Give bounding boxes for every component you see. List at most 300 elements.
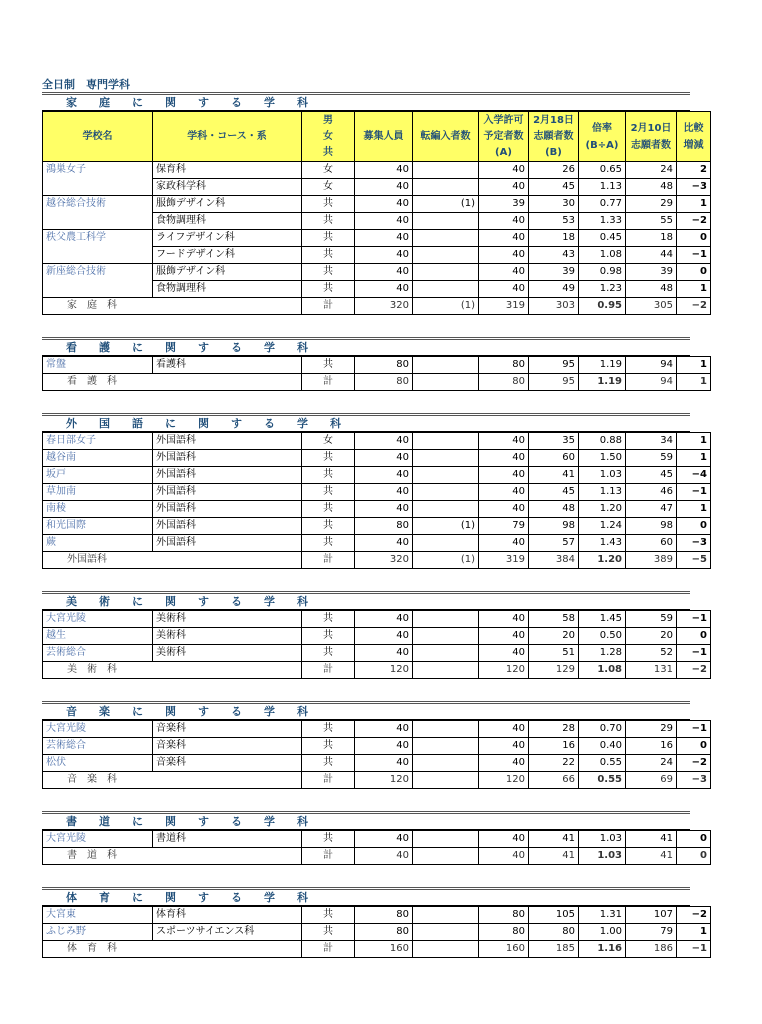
total-label: 美 術 科 [43, 662, 302, 679]
header-row [43, 112, 711, 162]
total-row [43, 662, 711, 679]
table-row [43, 501, 711, 518]
cell-course: ライフデザイン科 [153, 230, 302, 247]
cell-recruit: 40 [355, 645, 413, 662]
cell-school: 芸術総合 [43, 645, 153, 662]
cell-school [43, 179, 153, 196]
cell-recruit: 40 [355, 450, 413, 467]
cell-admit: 40 [479, 535, 529, 552]
cell-recruit: 40 [355, 738, 413, 755]
cell-diff: 0 [677, 738, 711, 755]
cell-admit: 80 [479, 924, 529, 941]
header-line: 入学許可 [483, 114, 524, 126]
section-gap [42, 679, 690, 701]
cell-admit: 40 [479, 433, 529, 450]
cell-apply: 30 [529, 196, 579, 213]
total-row [43, 374, 711, 391]
cell-transfer: (1) [413, 196, 479, 213]
cell-admit: 40 [479, 281, 529, 298]
total-ratio: 1.20 [579, 552, 626, 569]
data-table [42, 111, 711, 315]
data-table [42, 432, 711, 569]
total-row [43, 298, 711, 315]
cell-recruit: 40 [355, 264, 413, 281]
total-admit: 40 [479, 848, 529, 865]
total-diff: 1 [677, 374, 711, 391]
cell-recruit: 40 [355, 628, 413, 645]
cell-transfer: (1) [413, 518, 479, 535]
header-admit [479, 112, 529, 162]
cell-recruit: 80 [355, 357, 413, 374]
table-row [43, 281, 711, 298]
cell-prev: 94 [626, 357, 677, 374]
cell-admit: 40 [479, 264, 529, 281]
document-root [42, 78, 707, 958]
table-row [43, 357, 711, 374]
data-table [42, 356, 711, 391]
cell-ratio: 1.03 [579, 831, 626, 848]
cell-ratio: 1.28 [579, 645, 626, 662]
cell-transfer [413, 831, 479, 848]
header-course: 学科・コース・系 [153, 112, 302, 162]
cell-apply: 41 [529, 831, 579, 848]
cell-admit: 40 [479, 230, 529, 247]
cell-prev: 46 [626, 484, 677, 501]
cell-apply: 45 [529, 179, 579, 196]
cell-recruit: 40 [355, 721, 413, 738]
total-gender: 計 [302, 552, 355, 569]
cell-apply: 49 [529, 281, 579, 298]
cell-transfer [413, 450, 479, 467]
cell-diff: −4 [677, 467, 711, 484]
cell-diff: −2 [677, 907, 711, 924]
header-line: (A) [495, 146, 512, 158]
cell-school: 草加南 [43, 484, 153, 501]
cell-course: 外国語科 [153, 467, 302, 484]
cell-gender: 共 [302, 628, 355, 645]
table-row [43, 484, 711, 501]
section-gap [42, 789, 690, 811]
cell-gender: 女 [302, 433, 355, 450]
table-row [43, 738, 711, 755]
header-line: 共 [323, 146, 333, 158]
cell-prev: 98 [626, 518, 677, 535]
cell-gender: 共 [302, 196, 355, 213]
cell-prev: 48 [626, 281, 677, 298]
header-school: 学校名 [43, 112, 153, 162]
cell-course: 音楽科 [153, 755, 302, 772]
cell-ratio: 0.70 [579, 721, 626, 738]
cell-diff: 2 [677, 162, 711, 179]
cell-apply: 45 [529, 484, 579, 501]
cell-school: 坂戸 [43, 467, 153, 484]
cell-prev: 16 [626, 738, 677, 755]
cell-course: 保育科 [153, 162, 302, 179]
total-ratio: 1.16 [579, 941, 626, 958]
cell-apply: 105 [529, 907, 579, 924]
header-line: 男 [323, 114, 333, 126]
cell-recruit: 40 [355, 196, 413, 213]
cell-recruit: 40 [355, 162, 413, 179]
cell-transfer [413, 628, 479, 645]
cell-recruit: 40 [355, 433, 413, 450]
total-ratio: 1.03 [579, 848, 626, 865]
total-recruit: 120 [355, 662, 413, 679]
cell-admit: 40 [479, 645, 529, 662]
cell-prev: 47 [626, 501, 677, 518]
cell-admit: 40 [479, 450, 529, 467]
total-diff: −2 [677, 298, 711, 315]
cell-transfer [413, 230, 479, 247]
cell-school: 大宮東 [43, 907, 153, 924]
total-transfer: (1) [413, 552, 479, 569]
cell-transfer [413, 924, 479, 941]
cell-apply: 22 [529, 755, 579, 772]
cell-prev: 52 [626, 645, 677, 662]
cell-ratio: 1.43 [579, 535, 626, 552]
cell-admit: 40 [479, 501, 529, 518]
cell-gender: 共 [302, 247, 355, 264]
cell-school: 南稜 [43, 501, 153, 518]
table-row [43, 196, 711, 213]
total-prev: 186 [626, 941, 677, 958]
cell-gender: 共 [302, 645, 355, 662]
cell-prev: 45 [626, 467, 677, 484]
cell-transfer [413, 907, 479, 924]
total-label: 書 道 科 [43, 848, 302, 865]
category-section [42, 679, 707, 789]
cell-ratio: 0.65 [579, 162, 626, 179]
header-line: 志願者数 [533, 130, 574, 142]
cell-apply: 80 [529, 924, 579, 941]
cell-gender: 共 [302, 535, 355, 552]
cell-gender: 女 [302, 179, 355, 196]
total-row [43, 552, 711, 569]
cell-apply: 58 [529, 611, 579, 628]
cell-recruit: 80 [355, 518, 413, 535]
cell-admit: 80 [479, 907, 529, 924]
total-diff: −1 [677, 941, 711, 958]
cell-transfer [413, 247, 479, 264]
total-transfer [413, 941, 479, 958]
total-prev: 69 [626, 772, 677, 789]
header-line: 女 [323, 130, 333, 142]
section-gap [42, 569, 690, 591]
table-row [43, 179, 711, 196]
cell-course: 服飾デザイン科 [153, 196, 302, 213]
category-section [42, 789, 707, 865]
cell-admit: 40 [479, 831, 529, 848]
cell-transfer [413, 433, 479, 450]
cell-prev: 34 [626, 433, 677, 450]
cell-prev: 41 [626, 831, 677, 848]
cell-prev: 60 [626, 535, 677, 552]
cell-gender: 共 [302, 281, 355, 298]
cell-ratio: 1.20 [579, 501, 626, 518]
cell-course: 看護科 [153, 357, 302, 374]
cell-ratio: 0.50 [579, 628, 626, 645]
total-apply: 384 [529, 552, 579, 569]
cell-school: 越生 [43, 628, 153, 645]
cell-transfer [413, 467, 479, 484]
cell-ratio: 1.31 [579, 907, 626, 924]
table-row [43, 518, 711, 535]
total-transfer [413, 848, 479, 865]
category-title: 家 庭 に 関 す る 学 科 [42, 92, 690, 111]
cell-gender: 共 [302, 721, 355, 738]
cell-prev: 59 [626, 611, 677, 628]
cell-ratio: 0.40 [579, 738, 626, 755]
cell-apply: 35 [529, 433, 579, 450]
cell-gender: 共 [302, 264, 355, 281]
total-transfer [413, 772, 479, 789]
table-row [43, 467, 711, 484]
table-row [43, 907, 711, 924]
cell-school: 松伏 [43, 755, 153, 772]
cell-gender: 共 [302, 611, 355, 628]
sections-container [42, 92, 707, 958]
cell-course: 外国語科 [153, 501, 302, 518]
cell-recruit: 80 [355, 907, 413, 924]
cell-diff: −1 [677, 645, 711, 662]
cell-school [43, 281, 153, 298]
category-section [42, 92, 707, 315]
total-recruit: 320 [355, 552, 413, 569]
cell-course: 服飾デザイン科 [153, 264, 302, 281]
cell-gender: 共 [302, 230, 355, 247]
cell-diff: 1 [677, 433, 711, 450]
cell-transfer [413, 755, 479, 772]
header-line: 増減 [683, 139, 704, 151]
cell-recruit: 40 [355, 535, 413, 552]
total-prev: 131 [626, 662, 677, 679]
total-admit: 319 [479, 552, 529, 569]
header-line: 予定者数 [483, 130, 524, 142]
header-feb10 [626, 112, 677, 162]
cell-recruit: 40 [355, 230, 413, 247]
cell-ratio: 1.08 [579, 247, 626, 264]
total-label: 外国語科 [43, 552, 302, 569]
total-gender: 計 [302, 298, 355, 315]
cell-prev: 79 [626, 924, 677, 941]
cell-recruit: 40 [355, 484, 413, 501]
cell-apply: 48 [529, 501, 579, 518]
cell-school [43, 247, 153, 264]
category-section [42, 315, 707, 391]
cell-diff: −3 [677, 535, 711, 552]
cell-transfer [413, 264, 479, 281]
cell-ratio: 1.00 [579, 924, 626, 941]
cell-apply: 53 [529, 213, 579, 230]
cell-diff: 0 [677, 518, 711, 535]
total-row [43, 941, 711, 958]
total-recruit: 120 [355, 772, 413, 789]
cell-admit: 40 [479, 213, 529, 230]
header-line: (B÷A) [585, 139, 619, 151]
cell-admit: 40 [479, 755, 529, 772]
table-row [43, 162, 711, 179]
table-row [43, 831, 711, 848]
cell-school: 越谷南 [43, 450, 153, 467]
total-prev: 305 [626, 298, 677, 315]
cell-transfer [413, 357, 479, 374]
cell-recruit: 40 [355, 501, 413, 518]
category-title: 体 育 に 関 す る 学 科 [42, 887, 690, 906]
cell-diff: −2 [677, 755, 711, 772]
cell-prev: 107 [626, 907, 677, 924]
cell-school: 新座総合技術 [43, 264, 153, 281]
cell-diff: 1 [677, 281, 711, 298]
category-title: 美 術 に 関 す る 学 科 [42, 591, 690, 610]
total-row [43, 772, 711, 789]
cell-prev: 55 [626, 213, 677, 230]
data-table [42, 906, 711, 958]
cell-diff: −1 [677, 484, 711, 501]
total-apply: 129 [529, 662, 579, 679]
cell-ratio: 1.24 [579, 518, 626, 535]
total-diff: −3 [677, 772, 711, 789]
data-table [42, 610, 711, 679]
total-apply: 95 [529, 374, 579, 391]
total-recruit: 160 [355, 941, 413, 958]
header-gender [302, 112, 355, 162]
cell-ratio: 1.45 [579, 611, 626, 628]
total-label: 看 護 科 [43, 374, 302, 391]
cell-gender: 共 [302, 907, 355, 924]
cell-gender: 共 [302, 484, 355, 501]
cell-recruit: 40 [355, 247, 413, 264]
cell-course: 外国語科 [153, 535, 302, 552]
cell-recruit: 40 [355, 611, 413, 628]
total-apply: 41 [529, 848, 579, 865]
cell-school: 蕨 [43, 535, 153, 552]
cell-admit: 40 [479, 738, 529, 755]
cell-ratio: 1.13 [579, 484, 626, 501]
header-transfer: 転編入者数 [413, 112, 479, 162]
total-admit: 120 [479, 662, 529, 679]
cell-transfer [413, 281, 479, 298]
cell-admit: 40 [479, 179, 529, 196]
cell-apply: 16 [529, 738, 579, 755]
total-diff: −2 [677, 662, 711, 679]
cell-school: ふじみ野 [43, 924, 153, 941]
cell-ratio: 1.13 [579, 179, 626, 196]
cell-school: 芸術総合 [43, 738, 153, 755]
total-gender: 計 [302, 772, 355, 789]
category-title: 書 道 に 関 す る 学 科 [42, 811, 690, 830]
cell-recruit: 80 [355, 924, 413, 941]
cell-gender: 共 [302, 738, 355, 755]
cell-admit: 40 [479, 611, 529, 628]
cell-ratio: 0.77 [579, 196, 626, 213]
header-line: 志願者数 [631, 139, 671, 151]
cell-prev: 44 [626, 247, 677, 264]
cell-prev: 24 [626, 755, 677, 772]
cell-admit: 40 [479, 628, 529, 645]
cell-transfer [413, 213, 479, 230]
cell-prev: 29 [626, 196, 677, 213]
cell-gender: 共 [302, 518, 355, 535]
cell-school: 大宮光陵 [43, 611, 153, 628]
header-line: 倍率 [592, 122, 612, 134]
total-ratio: 0.95 [579, 298, 626, 315]
category-section [42, 865, 707, 958]
cell-transfer [413, 484, 479, 501]
total-gender: 計 [302, 374, 355, 391]
cell-gender: 共 [302, 755, 355, 772]
cell-diff: 1 [677, 196, 711, 213]
cell-prev: 29 [626, 721, 677, 738]
cell-school [43, 213, 153, 230]
cell-admit: 40 [479, 721, 529, 738]
total-prev: 389 [626, 552, 677, 569]
cell-diff: −3 [677, 179, 711, 196]
cell-diff: 0 [677, 628, 711, 645]
total-ratio: 1.19 [579, 374, 626, 391]
cell-ratio: 0.45 [579, 230, 626, 247]
cell-recruit: 40 [355, 467, 413, 484]
table-row [43, 213, 711, 230]
header-diff [677, 112, 711, 162]
cell-admit: 80 [479, 357, 529, 374]
header-feb18 [529, 112, 579, 162]
table-row [43, 535, 711, 552]
total-apply: 66 [529, 772, 579, 789]
cell-diff: 0 [677, 264, 711, 281]
cell-recruit: 40 [355, 179, 413, 196]
total-ratio: 1.08 [579, 662, 626, 679]
cell-recruit: 40 [355, 213, 413, 230]
cell-course: 美術科 [153, 628, 302, 645]
cell-school: 越谷総合技術 [43, 196, 153, 213]
cell-diff: −2 [677, 213, 711, 230]
cell-course: 外国語科 [153, 518, 302, 535]
cell-admit: 40 [479, 162, 529, 179]
table-row [43, 450, 711, 467]
total-admit: 319 [479, 298, 529, 315]
table-row [43, 721, 711, 738]
cell-apply: 51 [529, 645, 579, 662]
cell-apply: 43 [529, 247, 579, 264]
table-row [43, 645, 711, 662]
cell-school: 秩父農工科学 [43, 230, 153, 247]
total-diff: 0 [677, 848, 711, 865]
cell-admit: 40 [479, 484, 529, 501]
cell-ratio: 0.88 [579, 433, 626, 450]
cell-gender: 共 [302, 501, 355, 518]
cell-diff: 1 [677, 924, 711, 941]
cell-apply: 39 [529, 264, 579, 281]
cell-transfer [413, 535, 479, 552]
cell-diff: 1 [677, 357, 711, 374]
cell-apply: 28 [529, 721, 579, 738]
cell-course: 音楽科 [153, 721, 302, 738]
cell-course: 美術科 [153, 645, 302, 662]
cell-transfer [413, 738, 479, 755]
cell-ratio: 1.50 [579, 450, 626, 467]
total-gender: 計 [302, 662, 355, 679]
total-transfer [413, 662, 479, 679]
cell-apply: 95 [529, 357, 579, 374]
cell-course: 美術科 [153, 611, 302, 628]
cell-school: 大宮光陵 [43, 831, 153, 848]
cell-ratio: 0.98 [579, 264, 626, 281]
total-prev: 41 [626, 848, 677, 865]
category-title: 音 楽 に 関 す る 学 科 [42, 701, 690, 720]
cell-school: 鴻巣女子 [43, 162, 153, 179]
cell-course: 外国語科 [153, 433, 302, 450]
table-row [43, 611, 711, 628]
